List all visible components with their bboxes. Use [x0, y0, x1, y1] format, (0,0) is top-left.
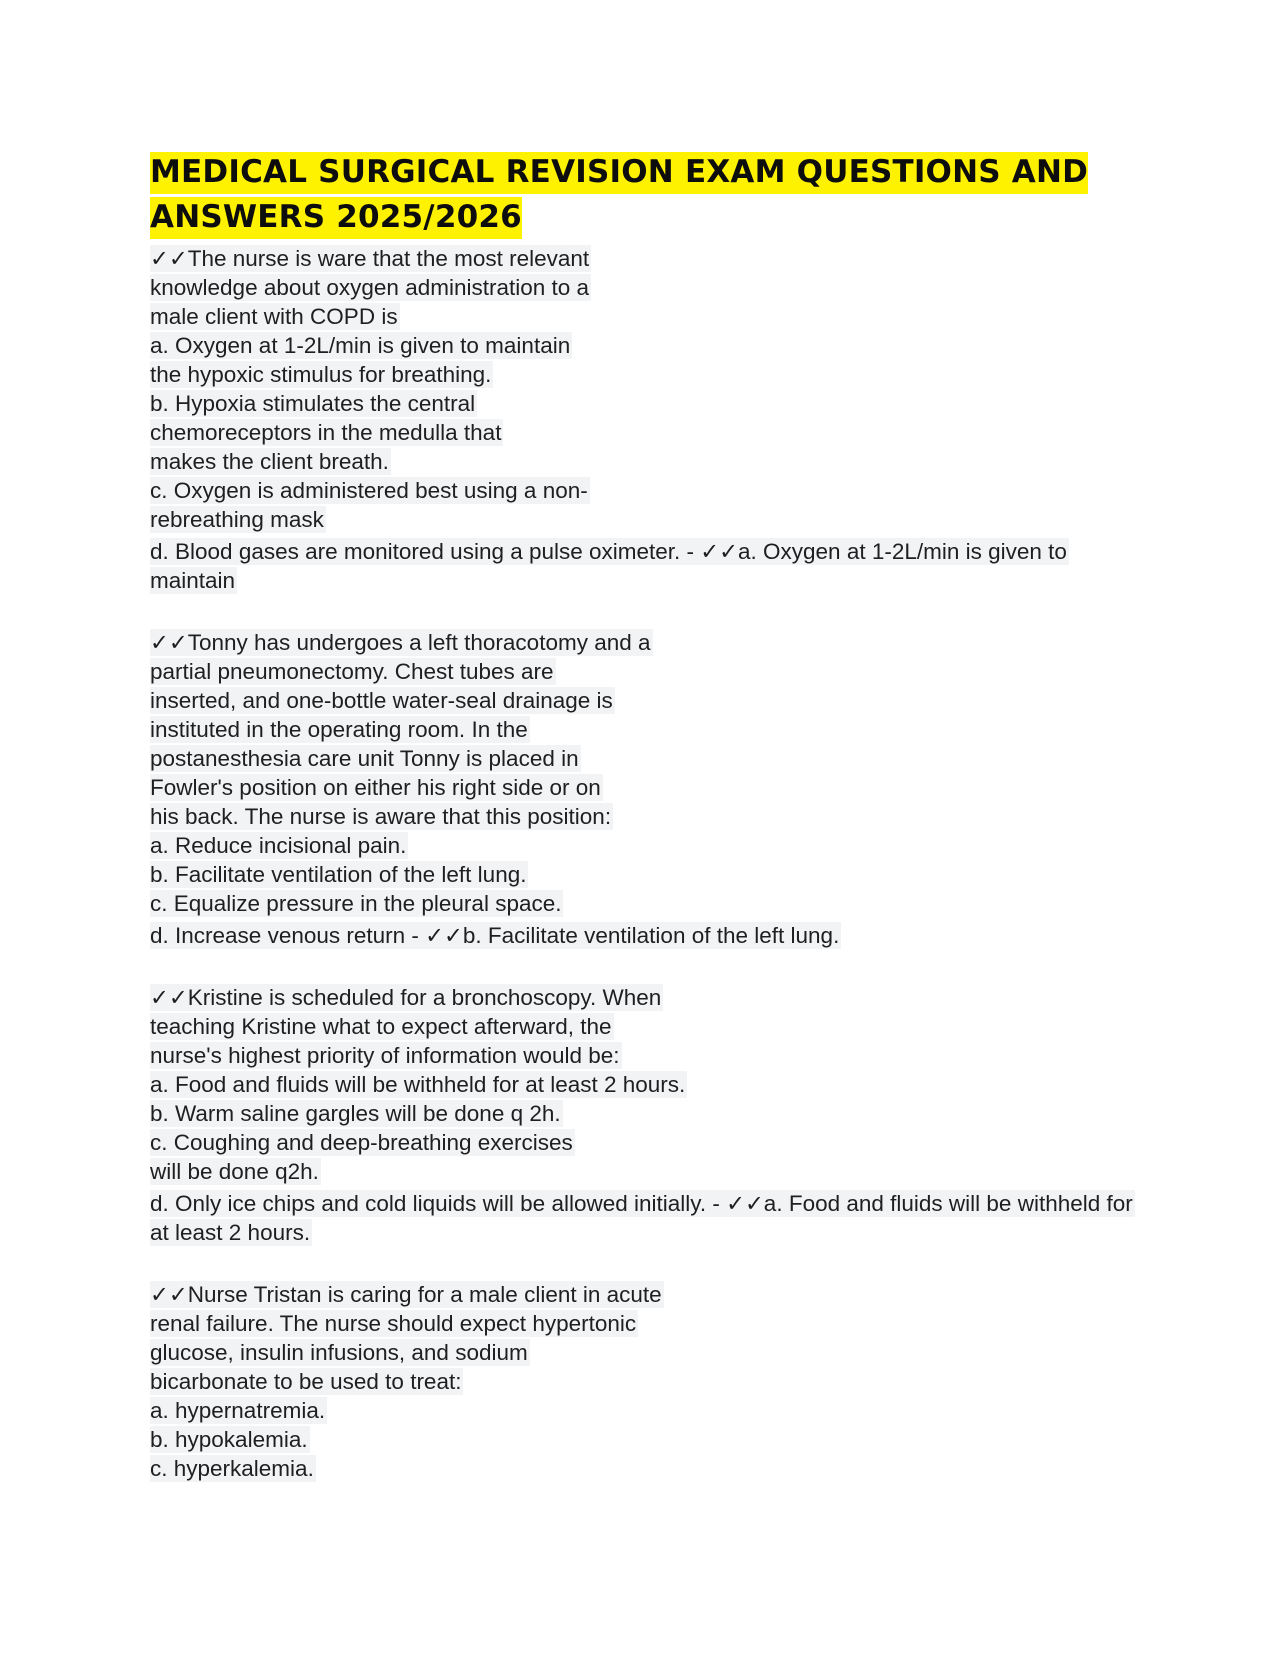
question-line [150, 1338, 1150, 1367]
question-line [150, 744, 1150, 773]
question-line [150, 860, 1150, 889]
line-text: rebreathing mask [150, 507, 324, 532]
question-line [150, 1396, 1150, 1425]
line-text: nurse's highest priority of information would be: [150, 1043, 620, 1068]
line-text: ✓✓Tonny has undergoes a left thoracotomy and a [150, 630, 651, 655]
question-line [150, 686, 1150, 715]
question-line [150, 657, 1150, 686]
question-line [150, 1425, 1150, 1454]
question-line [150, 331, 1150, 360]
line-text: a. Reduce incisional pain. [150, 833, 407, 858]
line-text: c. Oxygen is administered best using a non- [150, 478, 588, 503]
question-line [150, 302, 1150, 331]
question-text [150, 1280, 1150, 1309]
line-text: c. hyperkalemia. [150, 1456, 314, 1481]
question-line [150, 773, 1150, 802]
line-text: b. hypokalemia. [150, 1427, 308, 1452]
question-line [150, 831, 1150, 860]
line-text: teaching Kristine what to expect afterward, the [150, 1014, 612, 1039]
title-line-2: ANSWERS 2025/2026 [150, 197, 522, 239]
question-line [150, 389, 1150, 418]
question-line [150, 889, 1150, 918]
question-text [150, 983, 1150, 1012]
line-text: c. Equalize pressure in the pleural space. [150, 891, 562, 916]
question-line [150, 1128, 1150, 1157]
line-text: renal failure. The nurse should expect hypertonic [150, 1311, 637, 1336]
answer-text: d. Blood gases are monitored using a pulse oximeter. - ✓✓a. Oxygen at 1-2L/min is given to maintain [150, 539, 1067, 593]
line-text: a. hypernatremia. [150, 1398, 326, 1423]
line-text: a. Food and fluids will be withheld for at least 2 hours. [150, 1072, 686, 1097]
question-text [150, 244, 1150, 273]
line-text: b. Hypoxia stimulates the central [150, 391, 476, 416]
line-text: will be done q2h. [150, 1159, 319, 1184]
question-line [150, 1367, 1150, 1396]
question-line [150, 1157, 1150, 1186]
title-line-1: MEDICAL SURGICAL REVISION EXAM QUESTIONS AND [150, 152, 1088, 194]
line-text: the hypoxic stimulus for breathing. [150, 362, 492, 387]
question-line [150, 1012, 1150, 1041]
question-block [150, 983, 1150, 1247]
line-text: partial pneumonectomy. Chest tubes are [150, 659, 554, 684]
document-page [150, 150, 1150, 1516]
line-text: postanesthesia care unit Tonny is placed in [150, 746, 579, 771]
answer-text: d. Only ice chips and cold liquids will be allowed initially. - ✓✓a. Food and fluids will be withheld for at least 2 hours. [150, 1191, 1133, 1245]
question-list [150, 244, 1150, 1483]
line-text: ✓✓Kristine is scheduled for a bronchoscopy. When [150, 985, 662, 1010]
line-text: chemoreceptors in the medulla that [150, 420, 502, 445]
question-line [150, 1070, 1150, 1099]
question-line [150, 1309, 1150, 1338]
question-line [150, 418, 1150, 447]
question-line [150, 476, 1150, 505]
question-block [150, 1280, 1150, 1483]
line-text: his back. The nurse is aware that this position: [150, 804, 612, 829]
line-text: glucose, insulin infusions, and sodium [150, 1340, 528, 1365]
line-text: male client with COPD is [150, 304, 398, 329]
line-text: c. Coughing and deep-breathing exercises [150, 1130, 573, 1155]
line-text: ✓✓The nurse is ware that the most relevant [150, 246, 590, 271]
line-text: makes the client breath. [150, 449, 389, 474]
question-line [150, 1454, 1150, 1483]
question-line [150, 802, 1150, 831]
line-text: inserted, and one-bottle water-seal drainage is [150, 688, 613, 713]
answer-line [150, 1189, 1150, 1247]
answer-line [150, 921, 1150, 950]
question-line [150, 1041, 1150, 1070]
line-text: Fowler's position on either his right side or on [150, 775, 601, 800]
line-text: b. Warm saline gargles will be done q 2h. [150, 1101, 561, 1126]
question-block [150, 244, 1150, 595]
line-text: knowledge about oxygen administration to a [150, 275, 590, 300]
question-text [150, 628, 1150, 657]
question-block [150, 628, 1150, 950]
line-text: instituted in the operating room. In the [150, 717, 528, 742]
question-line [150, 505, 1150, 534]
question-line [150, 715, 1150, 744]
line-text: bicarbonate to be used to treat: [150, 1369, 462, 1394]
answer-text: d. Increase venous return - ✓✓b. Facilitate ventilation of the left lung. [150, 923, 840, 948]
document-title [150, 150, 1150, 240]
question-line [150, 273, 1150, 302]
question-line [150, 447, 1150, 476]
answer-line [150, 537, 1150, 595]
line-text: ✓✓Nurse Tristan is caring for a male client in acute [150, 1282, 662, 1307]
question-line [150, 360, 1150, 389]
line-text: a. Oxygen at 1-2L/min is given to maintain [150, 333, 571, 358]
line-text: b. Facilitate ventilation of the left lung. [150, 862, 527, 887]
question-line [150, 1099, 1150, 1128]
